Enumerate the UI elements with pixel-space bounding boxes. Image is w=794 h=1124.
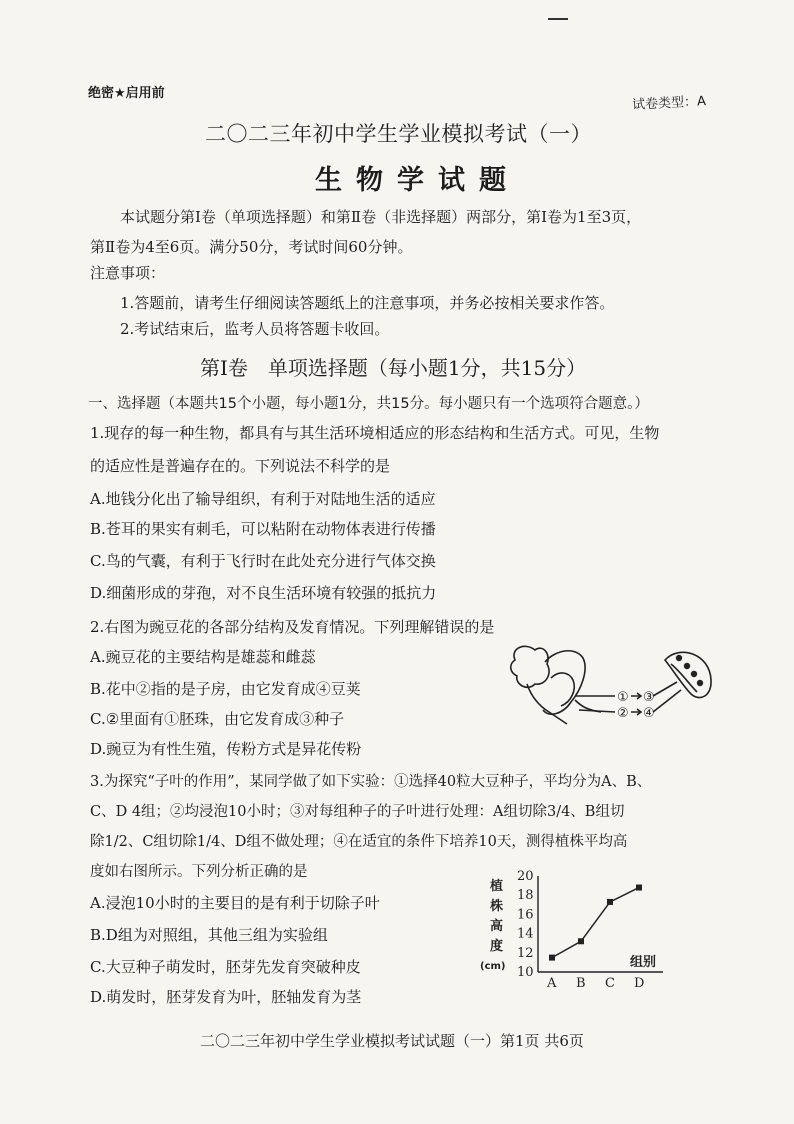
question-3-option-b: B.D组为对照组，其他三组为实验组 bbox=[90, 926, 328, 944]
y-axis-label-char: 植 bbox=[490, 879, 504, 894]
data-point bbox=[636, 885, 642, 891]
section-title: 第Ⅰ卷 单项选择题（每小题1分，共15分） bbox=[200, 356, 587, 380]
x-tick-label: A bbox=[547, 976, 557, 991]
question-3-stem: C、D 4组；②均浸泡10小时；③对每组种子的子叶进行处理：A组切除3/4、B组切 bbox=[90, 804, 625, 820]
y-tick-label: 16 bbox=[517, 907, 534, 923]
y-unit: (cm) bbox=[480, 961, 506, 972]
arrow bbox=[631, 709, 641, 715]
y-tick-label: 14 bbox=[517, 926, 534, 942]
x-tick-label: D bbox=[634, 976, 645, 991]
data-point bbox=[578, 938, 584, 944]
y-axis-label-char: 高 bbox=[490, 919, 504, 934]
question-3-option-a: A.浸泡10小时的主要目的是有利于切除子叶 bbox=[90, 894, 380, 912]
pea-seed bbox=[691, 671, 697, 677]
flower-sepal bbox=[527, 684, 567, 724]
question-1-option-a: A.地钱分化出了输导组织，有利于对陆地生活的适应 bbox=[90, 490, 436, 508]
intro-line-2: 第Ⅱ卷为4至6页。满分50分，考试时间60分钟。 bbox=[90, 238, 413, 256]
figure-label-3: ③ bbox=[643, 690, 655, 705]
notice-item: 1.答题前，请考生仔细阅读答题纸上的注意事项，并务必按相关要求作答。 bbox=[120, 294, 615, 312]
question-2-option-b: B.花中②指的是子房，由它发育成④豆荚 bbox=[90, 680, 361, 698]
scan-mark bbox=[548, 18, 568, 20]
question-1-option-d: D.细菌形成的芽孢，对不良生活环境有较强的抵抗力 bbox=[90, 584, 437, 602]
data-point bbox=[607, 899, 613, 905]
figure-label-1: ① bbox=[617, 690, 629, 705]
exam-title: 二〇二三年初中学生学业模拟考试（一） bbox=[205, 122, 592, 146]
notice-heading: 注意事项： bbox=[90, 264, 166, 282]
question-3-stem: 3.为探究“子叶的作用”，某同学做了如下实验：①选择40粒大豆种子，平均分为A、B、 bbox=[90, 774, 652, 790]
arrow bbox=[631, 693, 641, 699]
figure-label-2: ② bbox=[617, 706, 629, 721]
subject-title: 生物学试题 bbox=[315, 165, 520, 196]
pea-pod bbox=[665, 652, 711, 697]
pea-seed bbox=[684, 663, 690, 669]
question-3-stem: 除1/2、C组切除1/4、D组不做处理；④在适宜的条件下培养10天，测得植株平均高 bbox=[90, 834, 628, 850]
question-1-stem: 1.现存的每一种生物，都具有与其生活环境相适应的形态结构和生活方式。可见，生物 bbox=[90, 424, 660, 442]
confidential-label: 绝密★启用前 bbox=[88, 86, 165, 101]
pea-seed bbox=[676, 655, 682, 661]
intro-line-1: 本试题分第Ⅰ卷（单项选择题）和第Ⅱ卷（非选择题）两部分，第Ⅰ卷为1至3页， bbox=[120, 208, 642, 226]
section-instruction: 一、选择题（本题共15个小题，每小题1分，共15分。每小题只有一个选项符合题意。） bbox=[88, 396, 649, 412]
pea-flower-figure bbox=[505, 640, 715, 730]
question-2-option-d: D.豌豆为有性生殖，传粉方式是异花传粉 bbox=[90, 740, 362, 758]
pea-seed bbox=[697, 680, 703, 686]
series-line bbox=[552, 888, 639, 958]
y-tick-label: 10 bbox=[517, 965, 534, 980]
question-2-stem: 2.右图为豌豆花的各部分结构及发育情况。下列理解错误的是 bbox=[90, 618, 495, 636]
notice-item: 2.考试结束后，监考人员将答题卡收回。 bbox=[120, 320, 390, 338]
x-axis-label: 组别 bbox=[630, 955, 657, 970]
x-tick-label: C bbox=[605, 976, 615, 991]
question-1-stem: 的适应性是普遍存在的。下列说法不科学的是 bbox=[90, 457, 391, 475]
question-3-option-c: C.大豆种子萌发时，胚芽先发育突破种皮 bbox=[90, 958, 361, 976]
y-axis-label-char: 株 bbox=[490, 899, 504, 914]
question-3-option-d: D.萌发时，胚芽发育为叶，胚轴发育为茎 bbox=[90, 988, 362, 1006]
page-footer: 二〇二三年初中学生学业模拟考试试题（一）第1页 共6页 bbox=[200, 1032, 584, 1050]
question-1-option-c: C.鸟的气囊，有利于飞行时在此处充分进行气体交换 bbox=[90, 552, 436, 570]
question-2-option-c: C.②里面有①胚珠，由它发育成③种子 bbox=[90, 710, 345, 728]
question-2-option-a: A.豌豆花的主要结构是雄蕊和雌蕊 bbox=[90, 648, 316, 666]
y-axis-label-char: 度 bbox=[490, 939, 504, 954]
question-1-option-b: B.苍耳的果实有刺毛，可以粘附在动物体表进行传播 bbox=[90, 520, 436, 538]
y-tick-label: 12 bbox=[517, 945, 534, 961]
y-tick-label: 18 bbox=[517, 888, 534, 904]
question-3-stem: 度如右图所示。下列分析正确的是 bbox=[90, 864, 308, 880]
plant-height-chart bbox=[480, 868, 680, 993]
figure-label-4: ④ bbox=[643, 706, 655, 721]
data-point bbox=[549, 955, 555, 961]
flower-petal bbox=[511, 646, 549, 687]
paper-type-label: 试卷类型：A bbox=[631, 94, 707, 113]
y-tick-label: 20 bbox=[517, 869, 534, 884]
x-tick-label: B bbox=[576, 976, 586, 991]
